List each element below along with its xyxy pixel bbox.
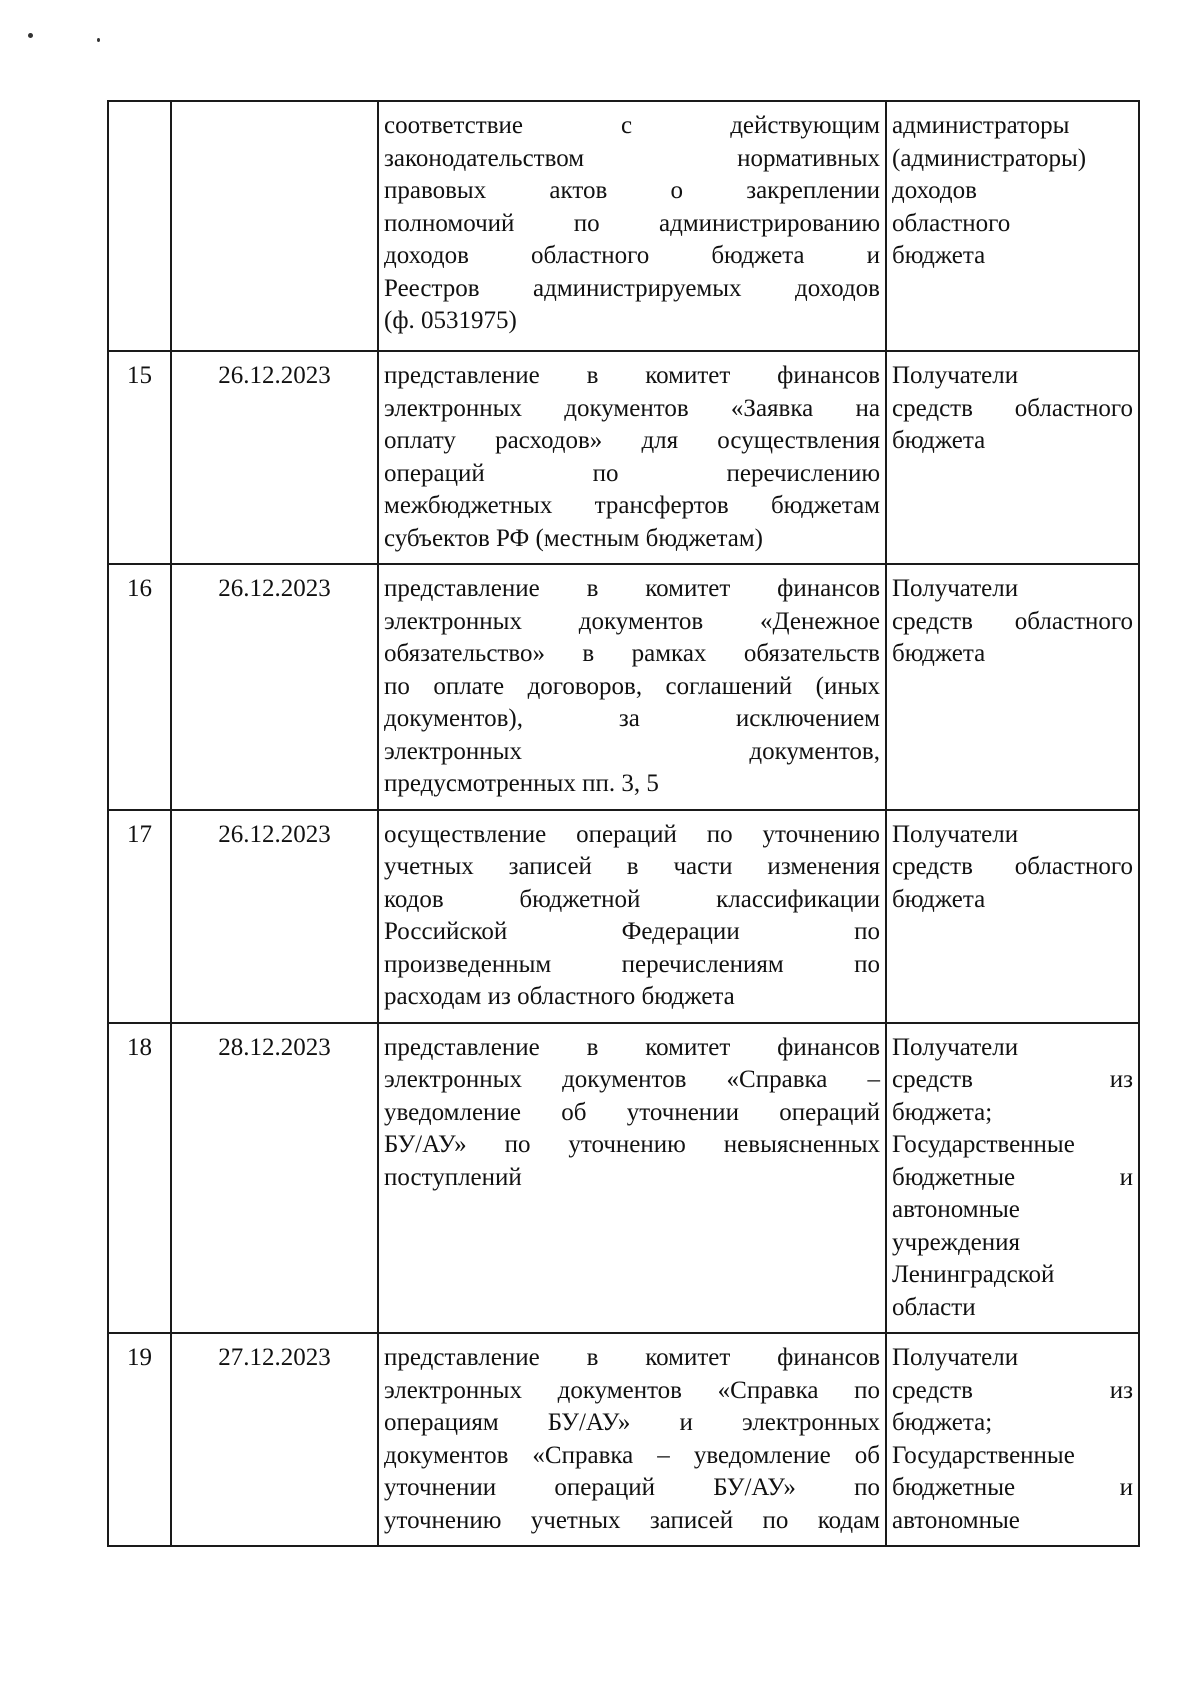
cell-text-line: Получатели: [892, 1033, 1019, 1061]
cell-text-line: доходов областного бюджета и: [384, 242, 880, 269]
schedule-table-body: [108, 101, 1139, 1546]
row-description-cell: [378, 1333, 886, 1546]
cell-text-line: предусмотренных пп. 3, 5: [384, 770, 659, 797]
row-date-cell: 26.12.2023: [171, 564, 378, 810]
cell-text-line: автономные: [892, 1506, 1020, 1534]
cell-text-line: Получатели: [892, 1344, 1019, 1371]
row-number-cell: 16: [108, 564, 171, 810]
schedule-table: [107, 100, 1140, 1547]
cell-text-line: бюджета: [892, 242, 986, 269]
row-description-cell: [378, 810, 886, 1023]
cell-text-line: представление в комитет финансов: [384, 362, 880, 389]
row-number-cell: [108, 101, 171, 351]
cell-text-line: операций по перечислению: [384, 459, 880, 487]
cell-text-line: средств областного: [892, 607, 1133, 635]
row-date-cell: [171, 101, 378, 351]
row-description-cell: [378, 1023, 886, 1334]
row-responsible-cell: [886, 564, 1139, 810]
cell-text-line: электронных документов «Денежное: [384, 607, 880, 635]
cell-text-line: Государственные: [892, 1441, 1075, 1469]
row-date-cell: 26.12.2023: [171, 810, 378, 1023]
cell-text-line: (ф. 0531975): [384, 307, 517, 334]
cell-text-line: Получатели: [892, 362, 1019, 389]
cell-text-line: областного: [892, 209, 1011, 237]
cell-text-line: Государственные: [892, 1131, 1075, 1158]
cell-text-line: уведомление об уточнении операций: [384, 1098, 880, 1126]
cell-text-line: доходов: [892, 177, 977, 204]
cell-text-line: БУ/АУ» по уточнению невыясненных: [384, 1131, 880, 1158]
row-description-cell: [378, 351, 886, 564]
cell-text-line: документов «Справка – уведомление об: [384, 1441, 880, 1469]
cell-text-line: электронных документов,: [384, 737, 880, 765]
cell-text-line: средств из: [892, 1376, 1133, 1404]
row-number-cell: 19: [108, 1333, 171, 1546]
cell-text-line: средств областного: [892, 853, 1133, 880]
cell-text-line: учреждения: [892, 1228, 1021, 1256]
row-description-cell: [378, 564, 886, 810]
cell-text-line: представление в комитет финансов: [384, 1344, 880, 1371]
cell-text-line: Получатели: [892, 820, 1019, 848]
cell-text-line: (администраторы): [892, 144, 1087, 172]
cell-text-line: поступлений: [384, 1163, 522, 1191]
cell-text-line: операциям БУ/АУ» и электронных: [384, 1409, 880, 1436]
table-row: [108, 564, 1139, 810]
cell-text-line: бюджета;: [892, 1409, 993, 1436]
cell-text-line: бюджета: [892, 427, 986, 454]
cell-text-line: области: [892, 1293, 976, 1321]
table-row: [108, 101, 1139, 351]
row-responsible-cell: [886, 1333, 1139, 1546]
cell-text-line: Получатели: [892, 575, 1019, 602]
cell-text-line: межбюджетных трансфертов бюджетам: [384, 492, 880, 519]
row-date-cell: 28.12.2023: [171, 1023, 378, 1334]
cell-text-line: представление в комитет финансов: [384, 575, 880, 602]
row-responsible-cell: [886, 351, 1139, 564]
row-responsible-cell: [886, 101, 1139, 351]
cell-text-line: произведенным перечислениям по: [384, 950, 880, 978]
cell-text-line: бюджетные и: [892, 1474, 1133, 1501]
scan-speck: [97, 38, 100, 42]
row-date-cell: 27.12.2023: [171, 1333, 378, 1546]
cell-text-line: соответствие с действующим: [384, 112, 880, 139]
table-row: [108, 810, 1139, 1023]
cell-text-line: расходам из областного бюджета: [384, 983, 735, 1010]
cell-text-line: бюджета: [892, 640, 986, 667]
cell-text-line: полномочий по администрированию: [384, 209, 880, 237]
cell-text-line: электронных документов «Справка –: [384, 1066, 880, 1093]
row-number-cell: 15: [108, 351, 171, 564]
cell-text-line: уточнении операций БУ/АУ» по: [384, 1474, 880, 1501]
row-responsible-cell: [886, 1023, 1139, 1334]
cell-text-line: Ленинградской: [892, 1261, 1055, 1288]
cell-text-line: представление в комитет финансов: [384, 1033, 880, 1061]
cell-text-line: автономные: [892, 1196, 1020, 1223]
cell-text-line: оплату расходов» для осуществления: [384, 427, 880, 454]
cell-text-line: кодов бюджетной классификации: [384, 885, 880, 913]
table-row: [108, 1023, 1139, 1334]
table-row: [108, 1333, 1139, 1546]
cell-text-line: осуществление операций по уточнению: [384, 820, 880, 848]
cell-text-line: Российской Федерации по: [384, 918, 880, 945]
cell-text-line: бюджетные и: [892, 1163, 1133, 1191]
cell-text-line: документов), за исключением: [384, 705, 880, 732]
cell-text-line: по оплате договоров, соглашений (иных: [384, 672, 880, 700]
cell-text-line: обязательство» в рамках обязательств: [384, 640, 880, 667]
row-description-cell: [378, 101, 886, 351]
cell-text-line: законодательством нормативных: [384, 144, 880, 172]
cell-text-line: администраторы: [892, 112, 1070, 139]
cell-text-line: средств из: [892, 1066, 1133, 1093]
cell-text-line: средств областного: [892, 394, 1133, 422]
cell-text-line: электронных документов «Справка по: [384, 1376, 880, 1404]
row-number-cell: 17: [108, 810, 171, 1023]
cell-text-line: уточнению учетных записей по кодам: [384, 1506, 880, 1534]
cell-text-line: Реестров администрируемых доходов: [384, 274, 880, 302]
row-date-cell: 26.12.2023: [171, 351, 378, 564]
cell-text-line: правовых актов о закреплении: [384, 177, 880, 204]
scan-speck: [28, 33, 33, 38]
cell-text-line: учетных записей в части изменения: [384, 853, 880, 880]
cell-text-line: субъектов РФ (местным бюджетам): [384, 524, 763, 552]
table-row: [108, 351, 1139, 564]
row-number-cell: 18: [108, 1023, 171, 1334]
row-responsible-cell: [886, 810, 1139, 1023]
cell-text-line: бюджета;: [892, 1098, 993, 1126]
cell-text-line: электронных документов «Заявка на: [384, 394, 880, 422]
cell-text-line: бюджета: [892, 885, 986, 913]
